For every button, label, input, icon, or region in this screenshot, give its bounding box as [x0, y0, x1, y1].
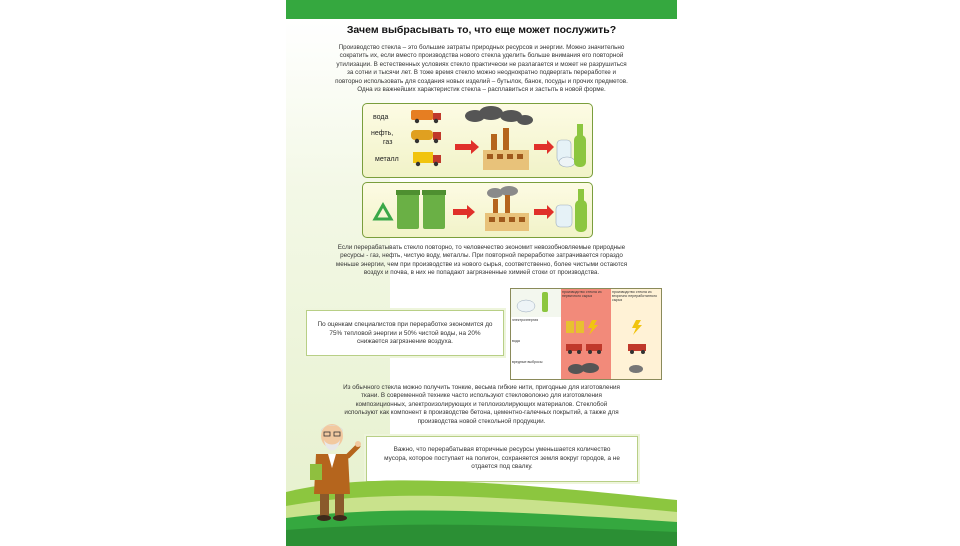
professor-character-illustration — [302, 420, 362, 524]
water-truck-icon — [612, 339, 658, 357]
savings-paragraph — [300, 244, 663, 278]
recycling-panel — [362, 182, 593, 238]
intro-paragraph — [300, 44, 663, 94]
table-cell — [611, 338, 661, 359]
glass-products-icon — [512, 290, 558, 314]
smoke-icon — [465, 106, 533, 125]
table-cell — [611, 359, 661, 379]
smoke-icon — [487, 186, 518, 198]
intro-line: за сотни и тысячи лет. В тоже время стекло можно неоднократно подвергать переработке и — [346, 69, 617, 77]
intro-line: повторно использовать для создания новых изделий – бутылок, банок, посуды и прочих предметов. — [335, 77, 628, 85]
arrow-icon — [455, 140, 479, 154]
table-row-emissions: вредные выбросы — [511, 359, 561, 379]
intro-line: Одна из важнейших характеристик стекла – расплавиться и застыть в новой форме. — [357, 86, 606, 94]
table-header-primary: производство стекла из первичного сырья — [561, 289, 611, 317]
arrow-icon — [534, 140, 554, 154]
label-metal: металл — [375, 156, 399, 163]
savings-line: Если перерабатывать стекло повторно, то человечество экономит невозобновляемые природные — [337, 244, 626, 251]
fiber-line: ткани. В современной технике часто используют стекловолокно для изготовления — [361, 392, 602, 400]
electricity-icon — [562, 318, 608, 336]
comparison-table — [510, 288, 662, 380]
glass-products-icon — [556, 189, 587, 232]
intro-line: утилизации. В естественных условиях стекло практически не разлагается и может не разрушиться — [336, 60, 627, 68]
page-title: Зачем выбрасывать то, что еще может послужить? — [346, 24, 617, 36]
table-cell — [611, 317, 661, 338]
savings-line: меньше энергии, чем при производстве из нового сырья, соответственно, более чистыми остаются — [335, 260, 628, 268]
metal-truck-icon — [413, 152, 441, 166]
arrow-icon — [453, 205, 475, 219]
oil-truck-icon — [411, 130, 441, 143]
fiber-line: композиционных, электроизолирующих и теплоизолирующих материалов. Стеклобой — [355, 400, 608, 408]
water-truck-icon — [562, 339, 608, 357]
table-cell — [561, 338, 611, 359]
important-line: мусора, которое поступает на полигон, сохраняется земля вокруг городов, а не — [384, 454, 620, 462]
fiber-line: Из обычного стекла можно получить тонкие, весьма гибкие нити, пригодные для изготовления — [343, 384, 620, 391]
intro-line: сократить их, если вместо производства нового стекла уделить больше внимания его повторной — [339, 52, 624, 60]
intro-line: Производство стекла – это большие затраты природных ресурсов и энергии. Можно значительно — [338, 44, 625, 51]
label-water: вода — [373, 114, 389, 121]
estimate-line: По оценкам специалистов при переработке экономится до — [317, 321, 493, 328]
savings-line: воздух и почва, в них не попадают загрязненные химией стоки от производства. — [363, 269, 600, 277]
top-green-bar — [286, 0, 677, 19]
fiber-line: используют как компонент в производстве бетона, цементно-галечных покрытий, а также для — [344, 409, 619, 417]
factory-icon — [485, 195, 529, 231]
important-line: отдается под свалку. — [471, 463, 533, 471]
table-row-electricity: электроэнергия — [511, 317, 561, 338]
table-cell — [561, 359, 611, 379]
recycle-icon — [375, 205, 391, 219]
factory-icon — [483, 128, 529, 170]
table-header-images — [511, 289, 561, 317]
smoke-icon — [612, 360, 658, 376]
smoke-icon — [562, 360, 608, 376]
estimate-line: 75% тепловой энергии и 50% чистой воды, на 20% — [329, 329, 481, 337]
label-gas: газ — [383, 139, 393, 146]
important-line: Важно, что перерабатывая вторичные ресурсы уменьшается количество — [393, 446, 611, 453]
glass-products-icon — [557, 124, 586, 167]
arrow-icon — [534, 205, 554, 219]
recycling-illustration — [363, 183, 592, 237]
estimate-note — [306, 310, 504, 356]
table-row-water: вода — [511, 338, 561, 359]
label-oil: нефть, — [371, 130, 394, 137]
raw-production-illustration — [363, 104, 592, 177]
savings-line: ресурсы - газ, нефть, чистую воду, металлы. При повторной переработке затрачивается гораздо — [340, 252, 623, 260]
raw-production-panel — [362, 103, 593, 178]
table-cell — [561, 317, 611, 338]
water-truck-icon — [411, 110, 441, 123]
estimate-line: снижается загрязнение воздуха. — [357, 338, 453, 346]
electricity-icon — [612, 318, 658, 336]
fiber-line: производства новой стекольной продукции. — [417, 417, 546, 425]
table-header-recycled: производство стекла из вторично переработанного сырья — [611, 289, 661, 317]
poster — [286, 0, 677, 546]
recycling-bin-icon — [396, 190, 446, 229]
